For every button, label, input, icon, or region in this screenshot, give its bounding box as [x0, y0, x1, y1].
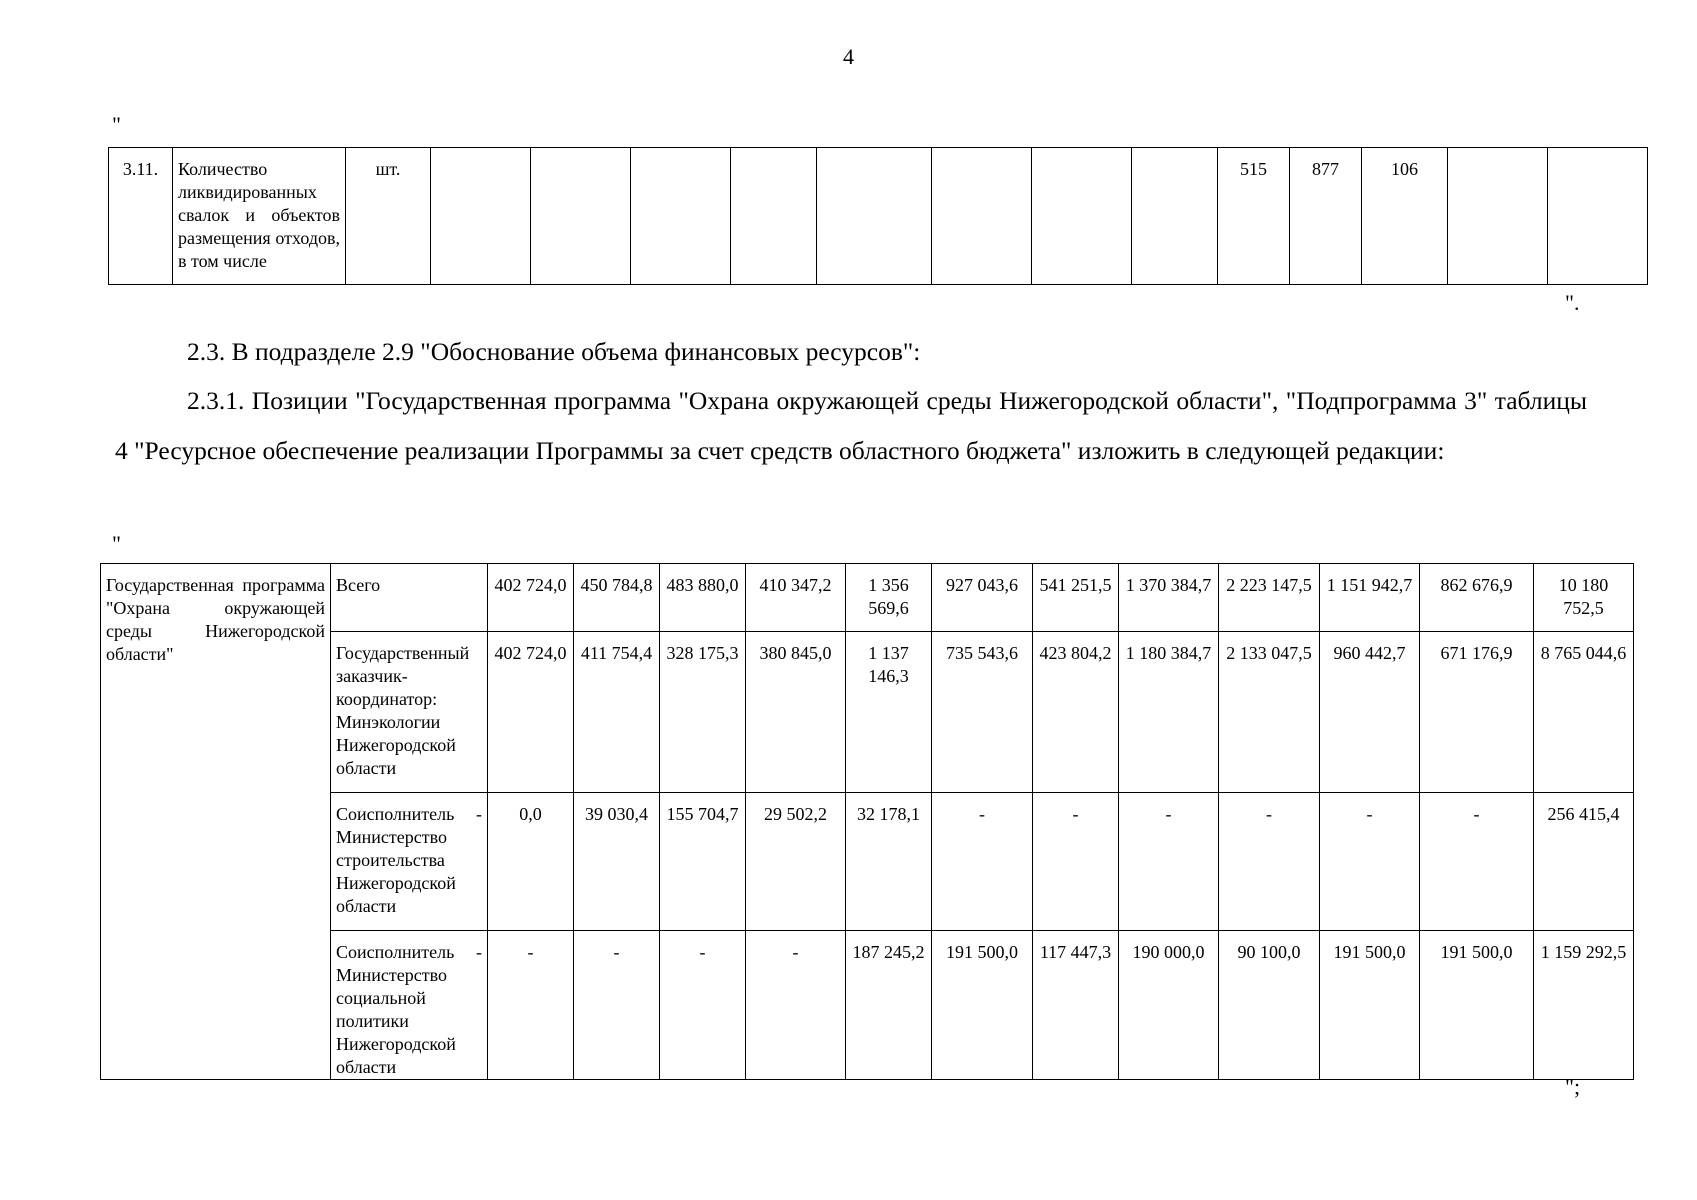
table-cell: -: [1420, 793, 1534, 931]
table-cell: 877: [1290, 148, 1362, 285]
page-number: 4: [843, 44, 854, 69]
table-cell: [1132, 148, 1218, 285]
table-cell: 187 245,2: [846, 931, 932, 1080]
table-cell: -: [1033, 793, 1119, 931]
paragraph-subsection: 2.3. В подразделе 2.9 "Обоснование объема финансовых ресурсов":: [187, 337, 921, 366]
table-cell: 541 251,5: [1033, 564, 1119, 632]
table-cell: 90 100,0: [1219, 931, 1320, 1080]
table-cell: [531, 148, 631, 285]
table-cell: 29 502,2: [746, 793, 846, 931]
table-cell: 671 176,9: [1420, 632, 1534, 793]
table-cell: [731, 148, 817, 285]
table-cell: [1448, 148, 1548, 285]
row-label: Соисполнитель - Министерство социальной политики Нижегородской области: [331, 931, 488, 1080]
paragraph-positions: 2.3.1. Позиции "Государственная программа "Охрана окружающей среды Нижегородской области", "Подпрограмма 3" таблицы 4 "Ресурсное обеспечение реализации Программы за счет средств областного бюджета" изложить в следующей редакции:: [115, 386, 1587, 465]
table-cell: 1 137 146,3: [846, 632, 932, 793]
table-row: [101, 564, 1634, 632]
table-cell: 39 030,4: [574, 793, 660, 931]
table-cell: -: [746, 931, 846, 1080]
row-label: Государственный заказчик-координатор: Минэкологии Нижегородской области: [331, 632, 488, 793]
table-cell: 8 765 044,6: [1534, 632, 1634, 793]
table-cell: 1 356 569,6: [846, 564, 932, 632]
table-cell: -: [932, 793, 1033, 931]
table-cell: 450 784,8: [574, 564, 660, 632]
table-cell: 862 676,9: [1420, 564, 1534, 632]
table-cell: 1 159 292,5: [1534, 931, 1634, 1080]
table-cell: 32 178,1: [846, 793, 932, 931]
table-cell: 735 543,6: [932, 632, 1033, 793]
table-cell: 402 724,0: [488, 632, 574, 793]
table-cell: 191 500,0: [1420, 931, 1534, 1080]
close-quote-1: ".: [1565, 290, 1580, 315]
table-cell: [817, 148, 932, 285]
table-cell: 410 347,2: [746, 564, 846, 632]
table-cell: 106: [1362, 148, 1448, 285]
table-cell: -: [1119, 793, 1219, 931]
table-cell: 1 180 384,7: [1119, 632, 1219, 793]
table-cell: 190 000,0: [1119, 931, 1219, 1080]
table-cell: [431, 148, 531, 285]
table-cell: 515: [1218, 148, 1290, 285]
table-cell: 960 442,7: [1320, 632, 1420, 793]
table-cell: -: [574, 931, 660, 1080]
close-quote-2: ";: [1565, 1074, 1581, 1099]
table-row: [109, 148, 1648, 285]
table-cell: 256 415,4: [1534, 793, 1634, 931]
table-cell: 2 133 047,5: [1219, 632, 1320, 793]
table-cell: 10 180 752,5: [1534, 564, 1634, 632]
table-cell: 155 704,7: [660, 793, 746, 931]
table-row: [101, 632, 1634, 793]
table-cell: 1 151 942,7: [1320, 564, 1420, 632]
table-cell: -: [660, 931, 746, 1080]
table-cell: 117 447,3: [1033, 931, 1119, 1080]
table-cell: [631, 148, 731, 285]
table-cell: 2 223 147,5: [1219, 564, 1320, 632]
resource-table: [100, 563, 1634, 1080]
open-quote-2: ": [112, 531, 121, 556]
table-cell: 423 804,2: [1033, 632, 1119, 793]
table-cell: 927 043,6: [932, 564, 1033, 632]
program-name: Государственная программа "Охрана окружающей среды Нижегородской области": [101, 564, 331, 1080]
row-label: Соисполнитель - Министерство строительства Нижегородской области: [331, 793, 488, 931]
indicator-table: [108, 147, 1648, 285]
table-cell: 402 724,0: [488, 564, 574, 632]
table-cell: -: [1320, 793, 1420, 931]
table-cell: [1032, 148, 1132, 285]
table-cell: 191 500,0: [932, 931, 1033, 1080]
table-cell: 411 754,4: [574, 632, 660, 793]
table-row: [101, 931, 1634, 1080]
table-cell: 191 500,0: [1320, 931, 1420, 1080]
table-cell: -: [488, 931, 574, 1080]
table-cell: [932, 148, 1032, 285]
table-row: [101, 793, 1634, 931]
table-cell: 1 370 384,7: [1119, 564, 1219, 632]
indicator-name: Количество ликвидированных свалок и объектов размещения отходов, в том числе: [173, 148, 346, 285]
open-quote-1: ": [112, 112, 121, 137]
table-cell: -: [1219, 793, 1320, 931]
unit: шт.: [346, 148, 431, 285]
table-cell: [1548, 148, 1648, 285]
table-cell: 328 175,3: [660, 632, 746, 793]
row-label: Всего: [331, 564, 488, 632]
table-cell: 0,0: [488, 793, 574, 931]
row-number: 3.11.: [109, 148, 173, 285]
table-cell: 483 880,0: [660, 564, 746, 632]
table-cell: 380 845,0: [746, 632, 846, 793]
